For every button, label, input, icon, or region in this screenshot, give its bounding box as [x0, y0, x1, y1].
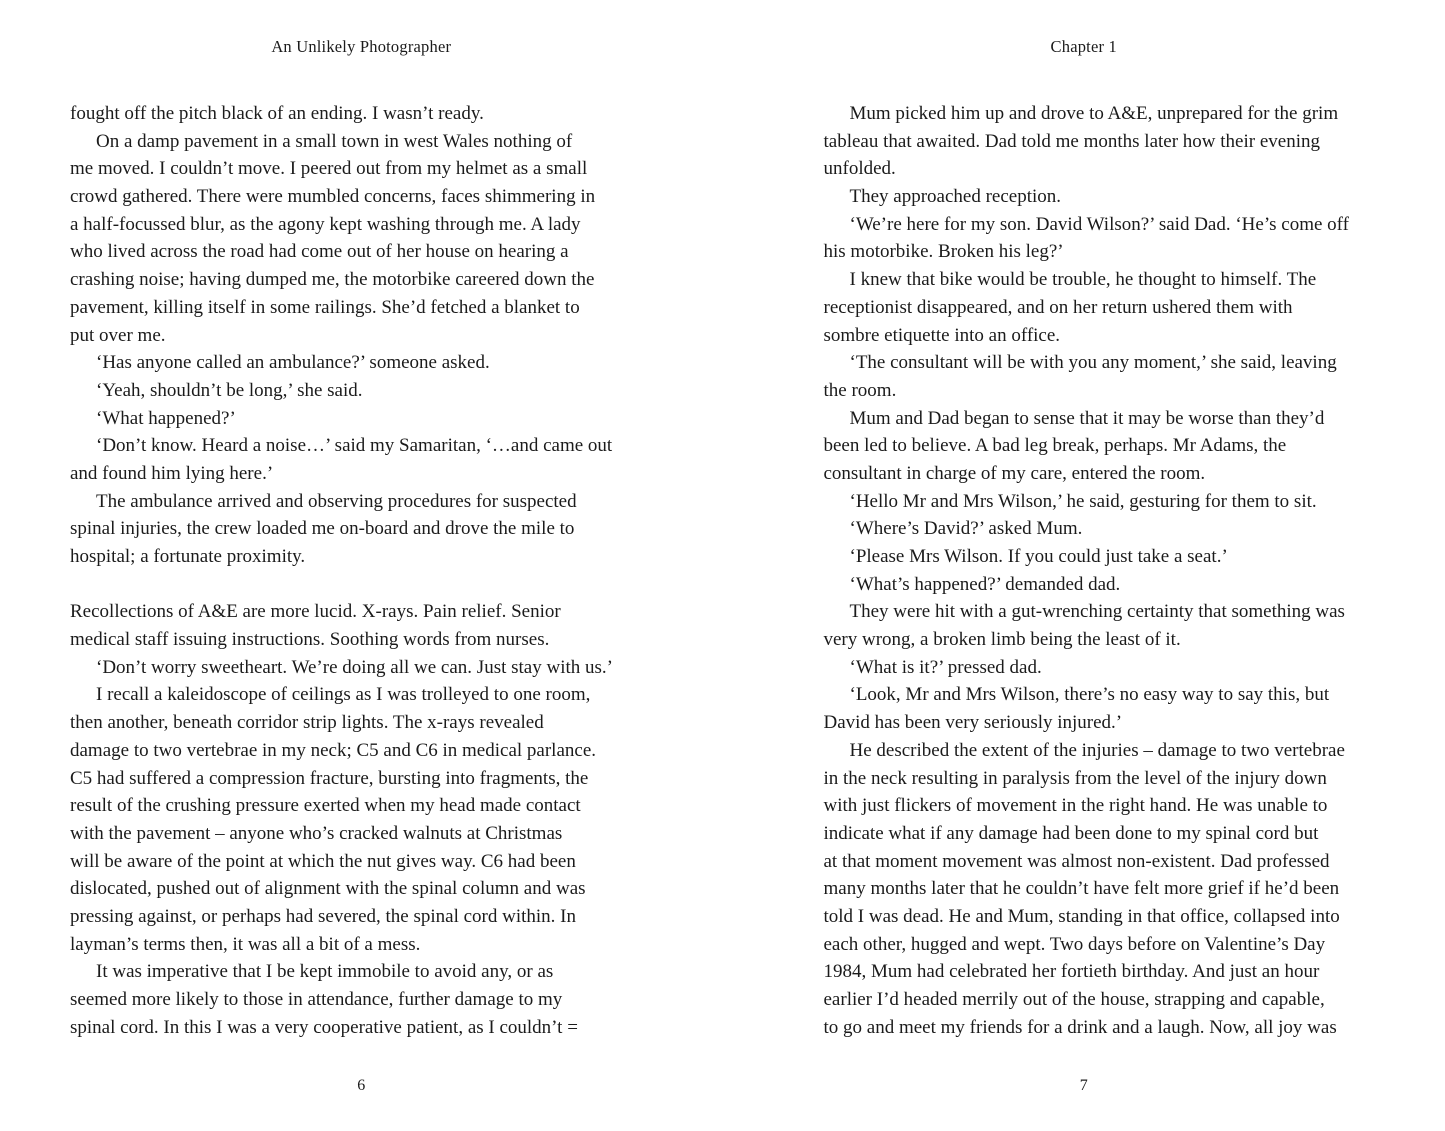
text-line: Mum picked him up and drove to A&E, unprepared for the grim: [849, 103, 1339, 124]
paragraph: [70, 654, 630, 682]
paragraph: [70, 100, 630, 128]
paragraph: [824, 543, 1384, 571]
text-line: crowd gathered. There were mumbled concerns, faces shimmering in: [70, 186, 596, 208]
text-line: ‘We’re here for my son. David Wilson?’ said Dad. ‘He’s come off: [849, 213, 1349, 235]
text-line: On a damp pavement in a small town in west Wales nothing of: [96, 130, 573, 152]
text-line: C5 had suffered a compression fracture, bursting into fragments, the: [70, 767, 589, 789]
text-line: spinal injuries, the crew loaded me on-board and drove the mile to: [70, 518, 575, 540]
text-line: medical staff issuing instructions. Soothing words from nurses.: [70, 629, 550, 651]
text-line: put over me.: [70, 324, 166, 346]
page-text: [70, 100, 630, 1041]
text-line: I recall a kaleidoscope of ceilings as I was trolleyed to one room,: [96, 684, 591, 706]
text-line: They approached reception.: [849, 186, 1062, 208]
text-line: ‘Yeah, shouldn’t be long,’ she said.: [96, 379, 363, 401]
text-line: I knew that bike would be trouble, he thought to himself. The: [849, 269, 1317, 291]
text-line: crashing noise; having dumped me, the motorbike careered down the: [70, 269, 595, 291]
text-line: spinal cord. In this I was a very cooperative patient, as I couldn’t =: [70, 1016, 578, 1038]
text-line: many months later that he couldn’t have felt more grief if he’d been: [823, 878, 1340, 900]
text-line: receptionist disappeared, and on her return ushered them with: [823, 296, 1293, 318]
paragraph: [824, 183, 1384, 211]
text-line: a half-focussed blur, as the agony kept washing through me. A lady: [70, 213, 581, 235]
paragraph: [70, 405, 630, 433]
text-line: tableau that awaited. Dad told me months later how their evening: [823, 130, 1320, 152]
text-line: been led to believe. A bad leg break, perhaps. Mr Adams, the: [823, 435, 1287, 457]
text-line: each other, hugged and wept. Two days before on Valentine’s Day: [823, 933, 1326, 955]
text-line: ‘What happened?’: [96, 407, 236, 429]
text-line: fought off the pitch black of an ending. I wasn’t ready.: [70, 103, 484, 124]
text-line: ‘Has anyone called an ambulance?’ someone asked.: [96, 352, 490, 374]
text-line: me moved. I couldn’t move. I peered out from my helmet as a small: [70, 158, 588, 180]
paragraph: [824, 737, 1384, 1042]
text-line: Recollections of A&E are more lucid. X-rays. Pain relief. Senior: [70, 601, 561, 623]
text-line: 1984, Mum had celebrated her fortieth birthday. And just an hour: [823, 961, 1320, 983]
text-line: ‘What’s happened?’ demanded dad.: [849, 573, 1121, 595]
text-line: ‘Please Mrs Wilson. If you could just take a seat.’: [849, 546, 1228, 567]
running-header: An Unlikely Photographer: [271, 37, 452, 56]
text-line: David has been very seriously injured.’: [823, 712, 1123, 734]
text-line: dislocated, pushed out of alignment with the spinal column and was: [70, 878, 586, 900]
text-line: The ambulance arrived and observing procedures for suspected: [96, 490, 577, 512]
paragraph: [824, 515, 1384, 543]
text-line: ‘Hello Mr and Mrs Wilson,’ he said, gesturing for them to sit.: [849, 490, 1317, 512]
paragraph: [824, 405, 1384, 488]
text-line: ‘The consultant will be with you any moment,’ she said, leaving: [849, 352, 1337, 374]
text-line: layman’s terms then, it was all a bit of a mess.: [70, 933, 421, 955]
paragraph: [824, 488, 1384, 516]
paragraph: [70, 128, 630, 350]
text-line: at that moment movement was almost non-existent. Dad professed: [823, 850, 1330, 872]
text-line: ‘Look, Mr and Mrs Wilson, there’s no easy way to say this, but: [849, 684, 1330, 706]
page-right: [723, 0, 1445, 1131]
text-line: to go and meet my friends for a drink and a laugh. Now, all joy was: [823, 1016, 1337, 1038]
paragraph: [824, 349, 1384, 404]
page-text: [824, 100, 1384, 1041]
text-line: ‘Where’s David?’ asked Mum.: [849, 518, 1083, 540]
paragraph: [70, 488, 630, 571]
paragraph: [824, 654, 1384, 682]
paragraph: [824, 598, 1384, 653]
text-line: It was imperative that I be kept immobile to avoid any, or as: [96, 961, 554, 983]
text-line: sombre etiquette into an office.: [823, 324, 1061, 346]
text-line: very wrong, a broken limb being the least of it.: [823, 629, 1181, 651]
text-line: hospital; a fortunate proximity.: [70, 546, 306, 567]
text-line: his motorbike. Broken his leg?’: [823, 241, 1064, 263]
text-line: ‘Don’t worry sweetheart. We’re doing all we can. Just stay with us.’: [96, 656, 613, 678]
paragraph: [70, 598, 630, 653]
section-break: [70, 571, 630, 599]
text-line: and found him lying here.’: [70, 462, 274, 484]
text-line: who lived across the road had come out of her house on hearing a: [70, 241, 569, 263]
text-line: result of the crushing pressure exerted when my head made contact: [70, 795, 581, 817]
text-line: indicate what if any damage had been done to my spinal cord but: [823, 822, 1319, 844]
paragraph: [70, 432, 630, 487]
text-line: They were hit with a gut-wrenching certainty that something was: [849, 601, 1345, 623]
paragraph: [824, 681, 1384, 736]
paragraph: [824, 211, 1384, 266]
text-line: ‘What is it?’ pressed dad.: [849, 656, 1042, 678]
running-header: Chapter 1: [1050, 37, 1117, 56]
paragraph: [70, 958, 630, 1041]
text-line: in the neck resulting in paralysis from the level of the injury down: [823, 767, 1327, 789]
paragraph: [824, 100, 1384, 183]
text-line: then another, beneath corridor strip lights. The x-rays revealed: [70, 712, 544, 734]
text-line: Mum and Dad began to sense that it may be worse than they’d: [849, 407, 1325, 429]
text-line: seemed more likely to those in attendance, further damage to my: [70, 989, 563, 1010]
text-line: consultant in charge of my care, entered the room.: [823, 462, 1206, 484]
text-line: ‘Don’t know. Heard a noise…’ said my Samaritan, ‘…and came out: [96, 435, 613, 457]
paragraph: [824, 266, 1384, 349]
text-line: earlier I’d headed merrily out of the house, strapping and capable,: [823, 989, 1325, 1010]
text-line: with just flickers of movement in the right hand. He was unable to: [823, 795, 1328, 817]
page-number: 7: [1079, 1077, 1088, 1094]
text-line: pressing against, or perhaps had severed, the spinal cord within. In: [70, 905, 577, 927]
text-line: with the pavement – anyone who’s cracked walnuts at Christmas: [70, 822, 563, 844]
paragraph: [70, 377, 630, 405]
text-line: the room.: [823, 379, 897, 401]
text-line: pavement, killing itself in some railings. She’d fetched a blanket to: [70, 296, 580, 318]
paragraph: [70, 681, 630, 958]
page-number: 6: [357, 1077, 366, 1094]
paragraph: [824, 571, 1384, 599]
text-line: told I was dead. He and Mum, standing in that office, collapsed into: [823, 905, 1340, 927]
text-line: unfolded.: [823, 158, 896, 180]
text-line: damage to two vertebrae in my neck; C5 and C6 in medical parlance.: [70, 739, 597, 761]
text-line: will be aware of the point at which the nut gives way. C6 had been: [70, 850, 576, 872]
paragraph: [70, 349, 630, 377]
text-line: He described the extent of the injuries – damage to two vertebrae: [849, 739, 1345, 761]
